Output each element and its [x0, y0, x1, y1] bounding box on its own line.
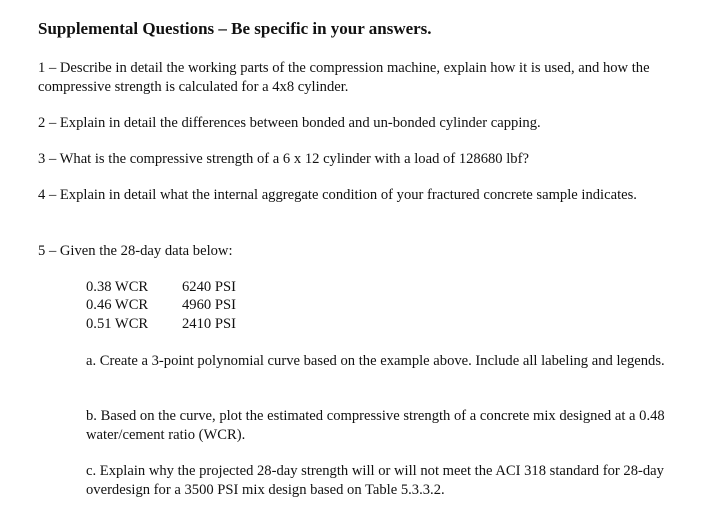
psi-value: 2410 PSI [182, 315, 236, 332]
question-4: 4 – Explain in detail what the internal aggregate condition of your fractured concrete sample indicates. [38, 187, 637, 203]
wcr-strength-data [86, 278, 272, 333]
question-3: 3 – What is the compressive strength of a 6 x 12 cylinder with a load of 128680 lbf? [38, 151, 529, 167]
sub-question-c: c. Explain why the projected 28-day strength will or will not meet the ACI 318 standard for 28-day overdesign for a 3500 PSI mix design based on Table 5.3.3.2. [86, 463, 664, 498]
sub-question-a: a. Create a 3-point polynomial curve based on the example above. Include all labeling and legends. [86, 353, 665, 369]
wcr-value: 0.51 WCR [86, 315, 149, 332]
question-1: 1 – Describe in detail the working parts of the compression machine, explain how it is used, and how the compressive strength is calculated for a 4x8 cylinder. [38, 60, 650, 95]
question-5: 5 – Given the 28-day data below: [38, 243, 233, 259]
sub-question-b: b. Based on the curve, plot the estimated compressive strength of a concrete mix designed at a 0.48 water/cement ratio (WCR). [86, 408, 665, 443]
data-row [86, 296, 272, 314]
question-2: 2 – Explain in detail the differences between bonded and un-bonded cylinder capping. [38, 115, 541, 131]
wcr-value: 0.38 WCR [86, 279, 149, 295]
page-title: Supplemental Questions – Be specific in your answers. [38, 19, 432, 38]
wcr-value: 0.46 WCR [86, 297, 149, 314]
data-row [86, 315, 272, 333]
psi-value: 6240 PSI [182, 279, 236, 295]
data-row [86, 278, 272, 296]
psi-value: 4960 PSI [182, 297, 236, 314]
